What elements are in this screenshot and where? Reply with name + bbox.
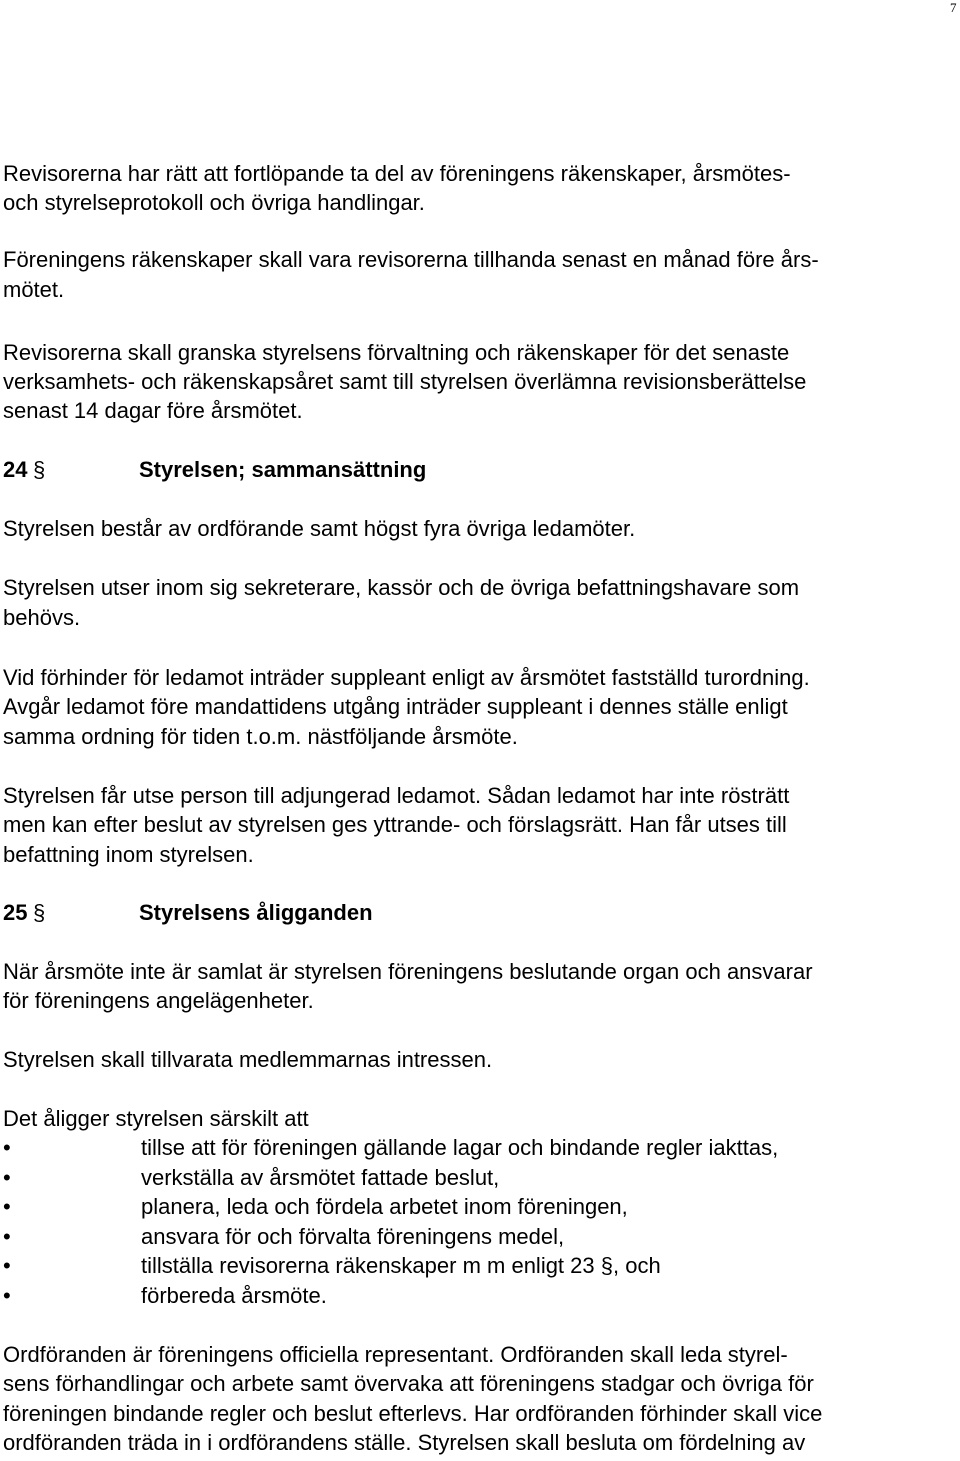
paragraph-line: och styrelseprotokoll och övriga handlingar.	[3, 190, 425, 215]
paragraph-line: Det åligger styrelsen särskilt att	[3, 1106, 309, 1131]
section-heading-25	[3, 898, 373, 927]
page-number: 7	[950, 0, 957, 15]
list-item-text: ansvara för och förvalta föreningens medel,	[141, 1224, 565, 1249]
section-heading-24	[3, 455, 426, 484]
paragraph-line: senast 14 dagar före årsmötet.	[3, 398, 303, 423]
section-title: Styrelsen; sammansättning	[139, 457, 427, 482]
paragraph-line: för föreningens angelägenheter.	[3, 988, 314, 1013]
bullet-icon: •	[3, 1135, 11, 1160]
paragraph-line: verksamhets- och räkenskapsåret samt till styrelsen överlämna revisionsberättelse	[3, 369, 807, 394]
bullet-icon: •	[3, 1165, 11, 1190]
paragraph-line: men kan efter beslut av styrelsen ges yttrande- och förslagsrätt. Han får utses till	[3, 812, 787, 837]
paragraph-line: föreningen bindande regler och beslut efterlevs. Har ordföranden förhinder skall vice	[3, 1401, 823, 1426]
bullet-icon: •	[3, 1253, 11, 1278]
paragraph-line: Styrelsen utser inom sig sekreterare, kassör och de övriga befattningshavare som	[3, 575, 800, 600]
list-item-text: tillse att för föreningen gällande lagar och bindande regler iakttas,	[141, 1135, 779, 1160]
section-title: Styrelsens åligganden	[139, 900, 373, 925]
paragraph-line: När årsmöte inte är samlat är styrelsen föreningens beslutande organ och ansvarar	[3, 959, 813, 984]
section-number: 25	[3, 900, 28, 925]
bullet-icon: •	[3, 1224, 11, 1249]
paragraph-line: sens förhandlingar och arbete samt övervaka att föreningens stadgar och övriga för	[3, 1371, 814, 1396]
list-item-text: verkställa av årsmötet fattade beslut,	[141, 1165, 500, 1190]
section-sign: §	[33, 900, 46, 925]
paragraph-line: ordföranden träda in i ordförandens ställe. Styrelsen skall besluta om fördelning av	[3, 1430, 806, 1455]
paragraph-line: behövs.	[3, 605, 81, 630]
paragraph-line: Styrelsen skall tillvarata medlemmarnas intressen.	[3, 1047, 493, 1072]
bullet-icon: •	[3, 1283, 11, 1308]
paragraph-line: Vid förhinder för ledamot inträder suppleant enligt av årsmötet fastställd turordning.	[3, 665, 810, 690]
list-item-text: planera, leda och fördela arbetet inom föreningen,	[141, 1194, 628, 1219]
paragraph-line: samma ordning för tiden t.o.m. nästföljande årsmöte.	[3, 724, 518, 749]
paragraph-line: Revisorerna skall granska styrelsens förvaltning och räkenskaper för det senaste	[3, 340, 790, 365]
paragraph-line: mötet.	[3, 277, 65, 302]
list-item-text: förbereda årsmöte.	[141, 1283, 327, 1308]
section-number: 24	[3, 457, 28, 482]
paragraph-line: Föreningens räkenskaper skall vara revisorerna tillhanda senast en månad före års-	[3, 247, 819, 272]
paragraph-line: befattning inom styrelsen.	[3, 842, 254, 867]
section-sign: §	[33, 457, 46, 482]
paragraph-line: Avgår ledamot före mandattidens utgång inträder suppleant i dennes ställe enligt	[3, 694, 788, 719]
paragraph-line: Styrelsen består av ordförande samt högst fyra övriga ledamöter.	[3, 516, 636, 541]
paragraph-line: Revisorerna har rätt att fortlöpande ta del av föreningens räkenskaper, årsmötes-	[3, 161, 791, 186]
paragraph-line: Ordföranden är föreningens officiella representant. Ordföranden skall leda styrel-	[3, 1342, 788, 1367]
bullet-icon: •	[3, 1194, 11, 1219]
paragraph-line: Styrelsen får utse person till adjungerad ledamot. Sådan ledamot har inte rösträtt	[3, 783, 790, 808]
list-item-text: tillställa revisorerna räkenskaper m m enligt 23 §, och	[141, 1253, 661, 1278]
